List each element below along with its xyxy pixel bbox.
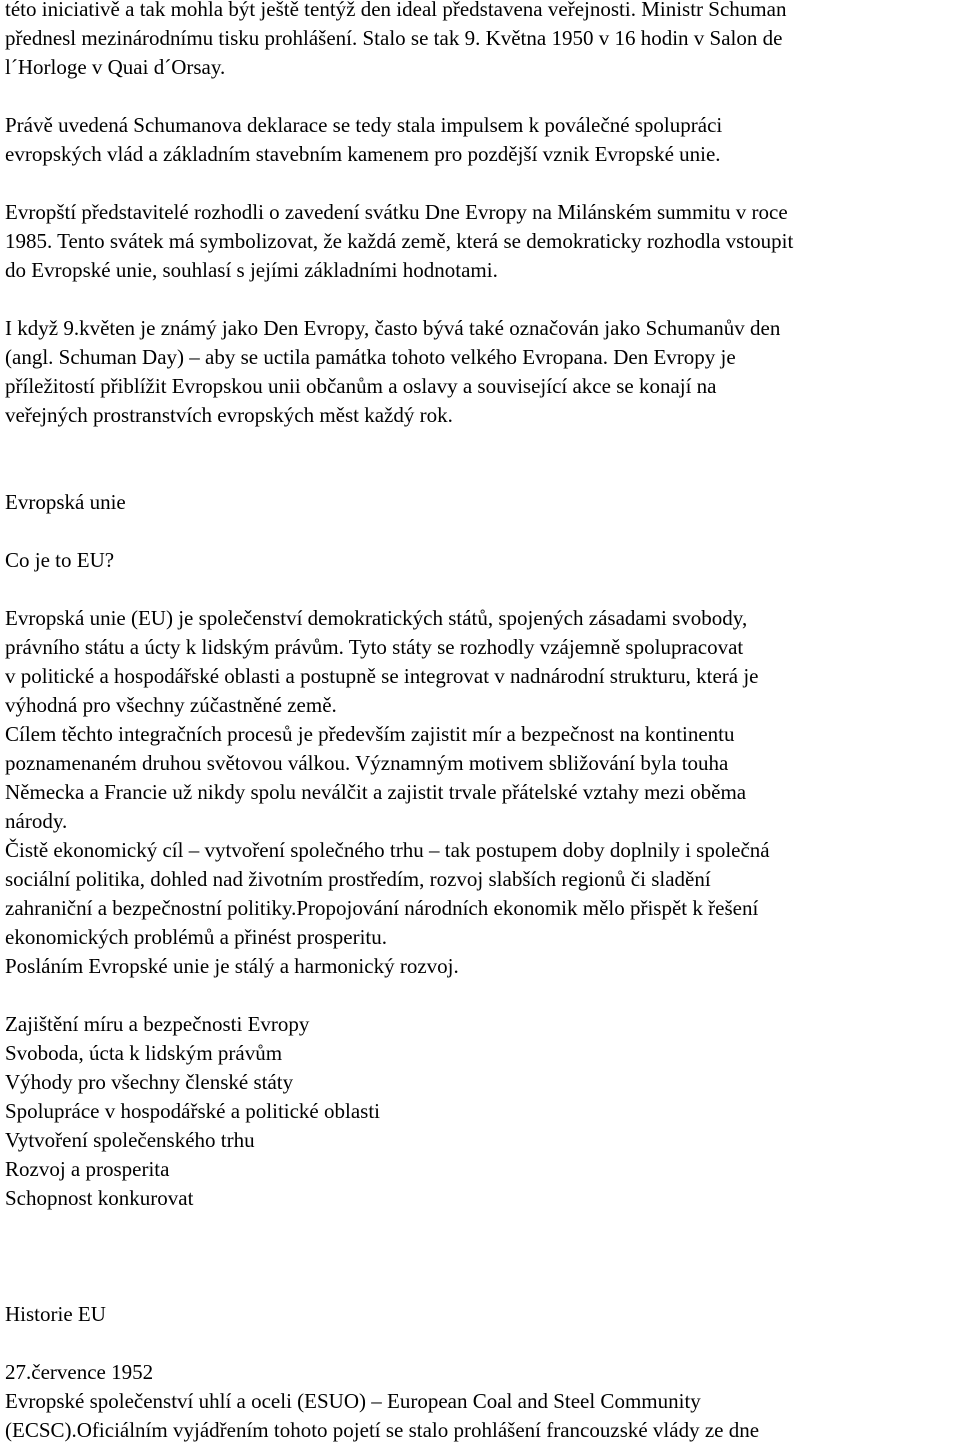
text-line: zahraniční a bezpečnostní politiky.Propojování národních ekonomik mělo přispět k řešení: [5, 896, 759, 920]
spacer: [5, 82, 955, 111]
text-line: přednesl mezinárodnímu tisku prohlášení. Stalo se tak 9. Května 1950 v 16 hodin v Salon de: [5, 26, 783, 50]
text-line: v politické a hospodářské oblasti a postupně se integrovat v nadnárodní strukturu, která je: [5, 664, 759, 688]
text-line: Posláním Evropské unie je stálý a harmonický rozvoj.: [5, 954, 459, 978]
text-line: ekonomických problémů a přinést prosperitu.: [5, 925, 387, 949]
list-item: Vytvoření společenského trhu: [5, 1128, 255, 1152]
spacer: [5, 517, 955, 546]
list-item: Výhody pro všechny členské státy: [5, 1070, 294, 1094]
text-line: této iniciativě a tak mohla být ještě tentýž den ideal představena veřejnosti. Ministr Schuman: [5, 0, 787, 21]
spacer: [5, 981, 955, 1010]
eu-goals-list: [5, 1010, 955, 1213]
text-line: I když 9.květen je známý jako Den Evropy, často bývá také označován jako Schumanův den: [5, 316, 781, 340]
text-line: Evropští představitelé rozhodli o zavedení svátku Dne Evropy na Milánském summitu v roce: [5, 200, 788, 224]
text-line: Německa a Francie už nikdy spolu neválčit a zajistit trvale přátelské vztahy mezi oběma: [5, 780, 747, 804]
document-page: [5, 0, 955, 1445]
list-item: Zajištění míru a bezpečnosti Evropy: [5, 1012, 310, 1036]
text-line: do Evropské unie, souhlasí s jejími základními hodnotami.: [5, 258, 498, 282]
paragraph-declaration-impulse: [5, 111, 955, 169]
text-line: (ECSC).Oficiálním vyjádřením tohoto pojetí se stalo prohlášení francouzské vlády ze dne: [5, 1418, 760, 1442]
paragraph-eu-definition: [5, 604, 955, 981]
heading-european-union: Evropská unie: [5, 490, 126, 514]
text-line: Čistě ekonomický cíl – vytvoření společného trhu – tak postupem doby doplnily i společná: [5, 838, 770, 862]
text-line: veřejných prostranstvích evropských měst každý rok.: [5, 403, 453, 427]
spacer: [5, 575, 955, 604]
text-line: poznamenaném druhou světovou válkou. Významným motivem sbližování byla touha: [5, 751, 729, 775]
text-line: právního státu a úcty k lidským právům. Tyto státy se rozhodly vzájemně spolupracovat: [5, 635, 744, 659]
text-line: Evropské společenství uhlí a oceli (ESUO) – European Coal and Steel Community: [5, 1389, 701, 1413]
text-line: Evropská unie (EU) je společenství demokratických států, spojených zásadami svobody,: [5, 606, 748, 630]
text-line: Právě uvedená Schumanova deklarace se tedy stala impulsem k poválečné spolupráci: [5, 113, 723, 137]
history-date: 27.července 1952: [5, 1360, 154, 1384]
spacer: [5, 430, 955, 488]
spacer: [5, 1329, 955, 1358]
spacer: [5, 1213, 955, 1300]
text-line: 1985. Tento svátek má symbolizovat, že každá země, která se demokraticky rozhodla vstoupit: [5, 229, 794, 253]
text-line: výhodná pro všechny zúčastněné země.: [5, 693, 337, 717]
list-item: Spolupráce v hospodářské a politické oblasti: [5, 1099, 380, 1123]
paragraph-milan-summit: [5, 198, 955, 285]
text-line: (angl. Schuman Day) – aby se uctila památka tohoto velkého Evropana. Den Evropy je: [5, 345, 736, 369]
spacer: [5, 285, 955, 314]
text-line: národy.: [5, 809, 68, 833]
text-line: Cílem těchto integračních procesů je především zajistit mír a bezpečnost na kontinentu: [5, 722, 735, 746]
text-line: příležitostí přiblížit Evropskou unii občanům a oslavy a související akce se konají na: [5, 374, 717, 398]
list-item: Rozvoj a prosperita: [5, 1157, 170, 1181]
paragraph-europe-day: [5, 314, 955, 430]
text-line: evropských vlád a základním stavebním kamenem pro pozdější vznik Evropské unie.: [5, 142, 721, 166]
history-entry: [5, 1358, 955, 1445]
text-line: l´Horloge v Quai d´Orsay.: [5, 55, 226, 79]
heading-eu-history: Historie EU: [5, 1302, 106, 1326]
paragraph-schuman-declaration-intro: [5, 0, 955, 82]
list-item: Svoboda, úcta k lidským právům: [5, 1041, 283, 1065]
heading-what-is-eu: Co je to EU?: [5, 548, 115, 572]
text-line: sociální politika, dohled nad životním prostředím, rozvoj slabších regionů či sladění: [5, 867, 711, 891]
spacer: [5, 169, 955, 198]
list-item: Schopnost konkurovat: [5, 1186, 194, 1210]
